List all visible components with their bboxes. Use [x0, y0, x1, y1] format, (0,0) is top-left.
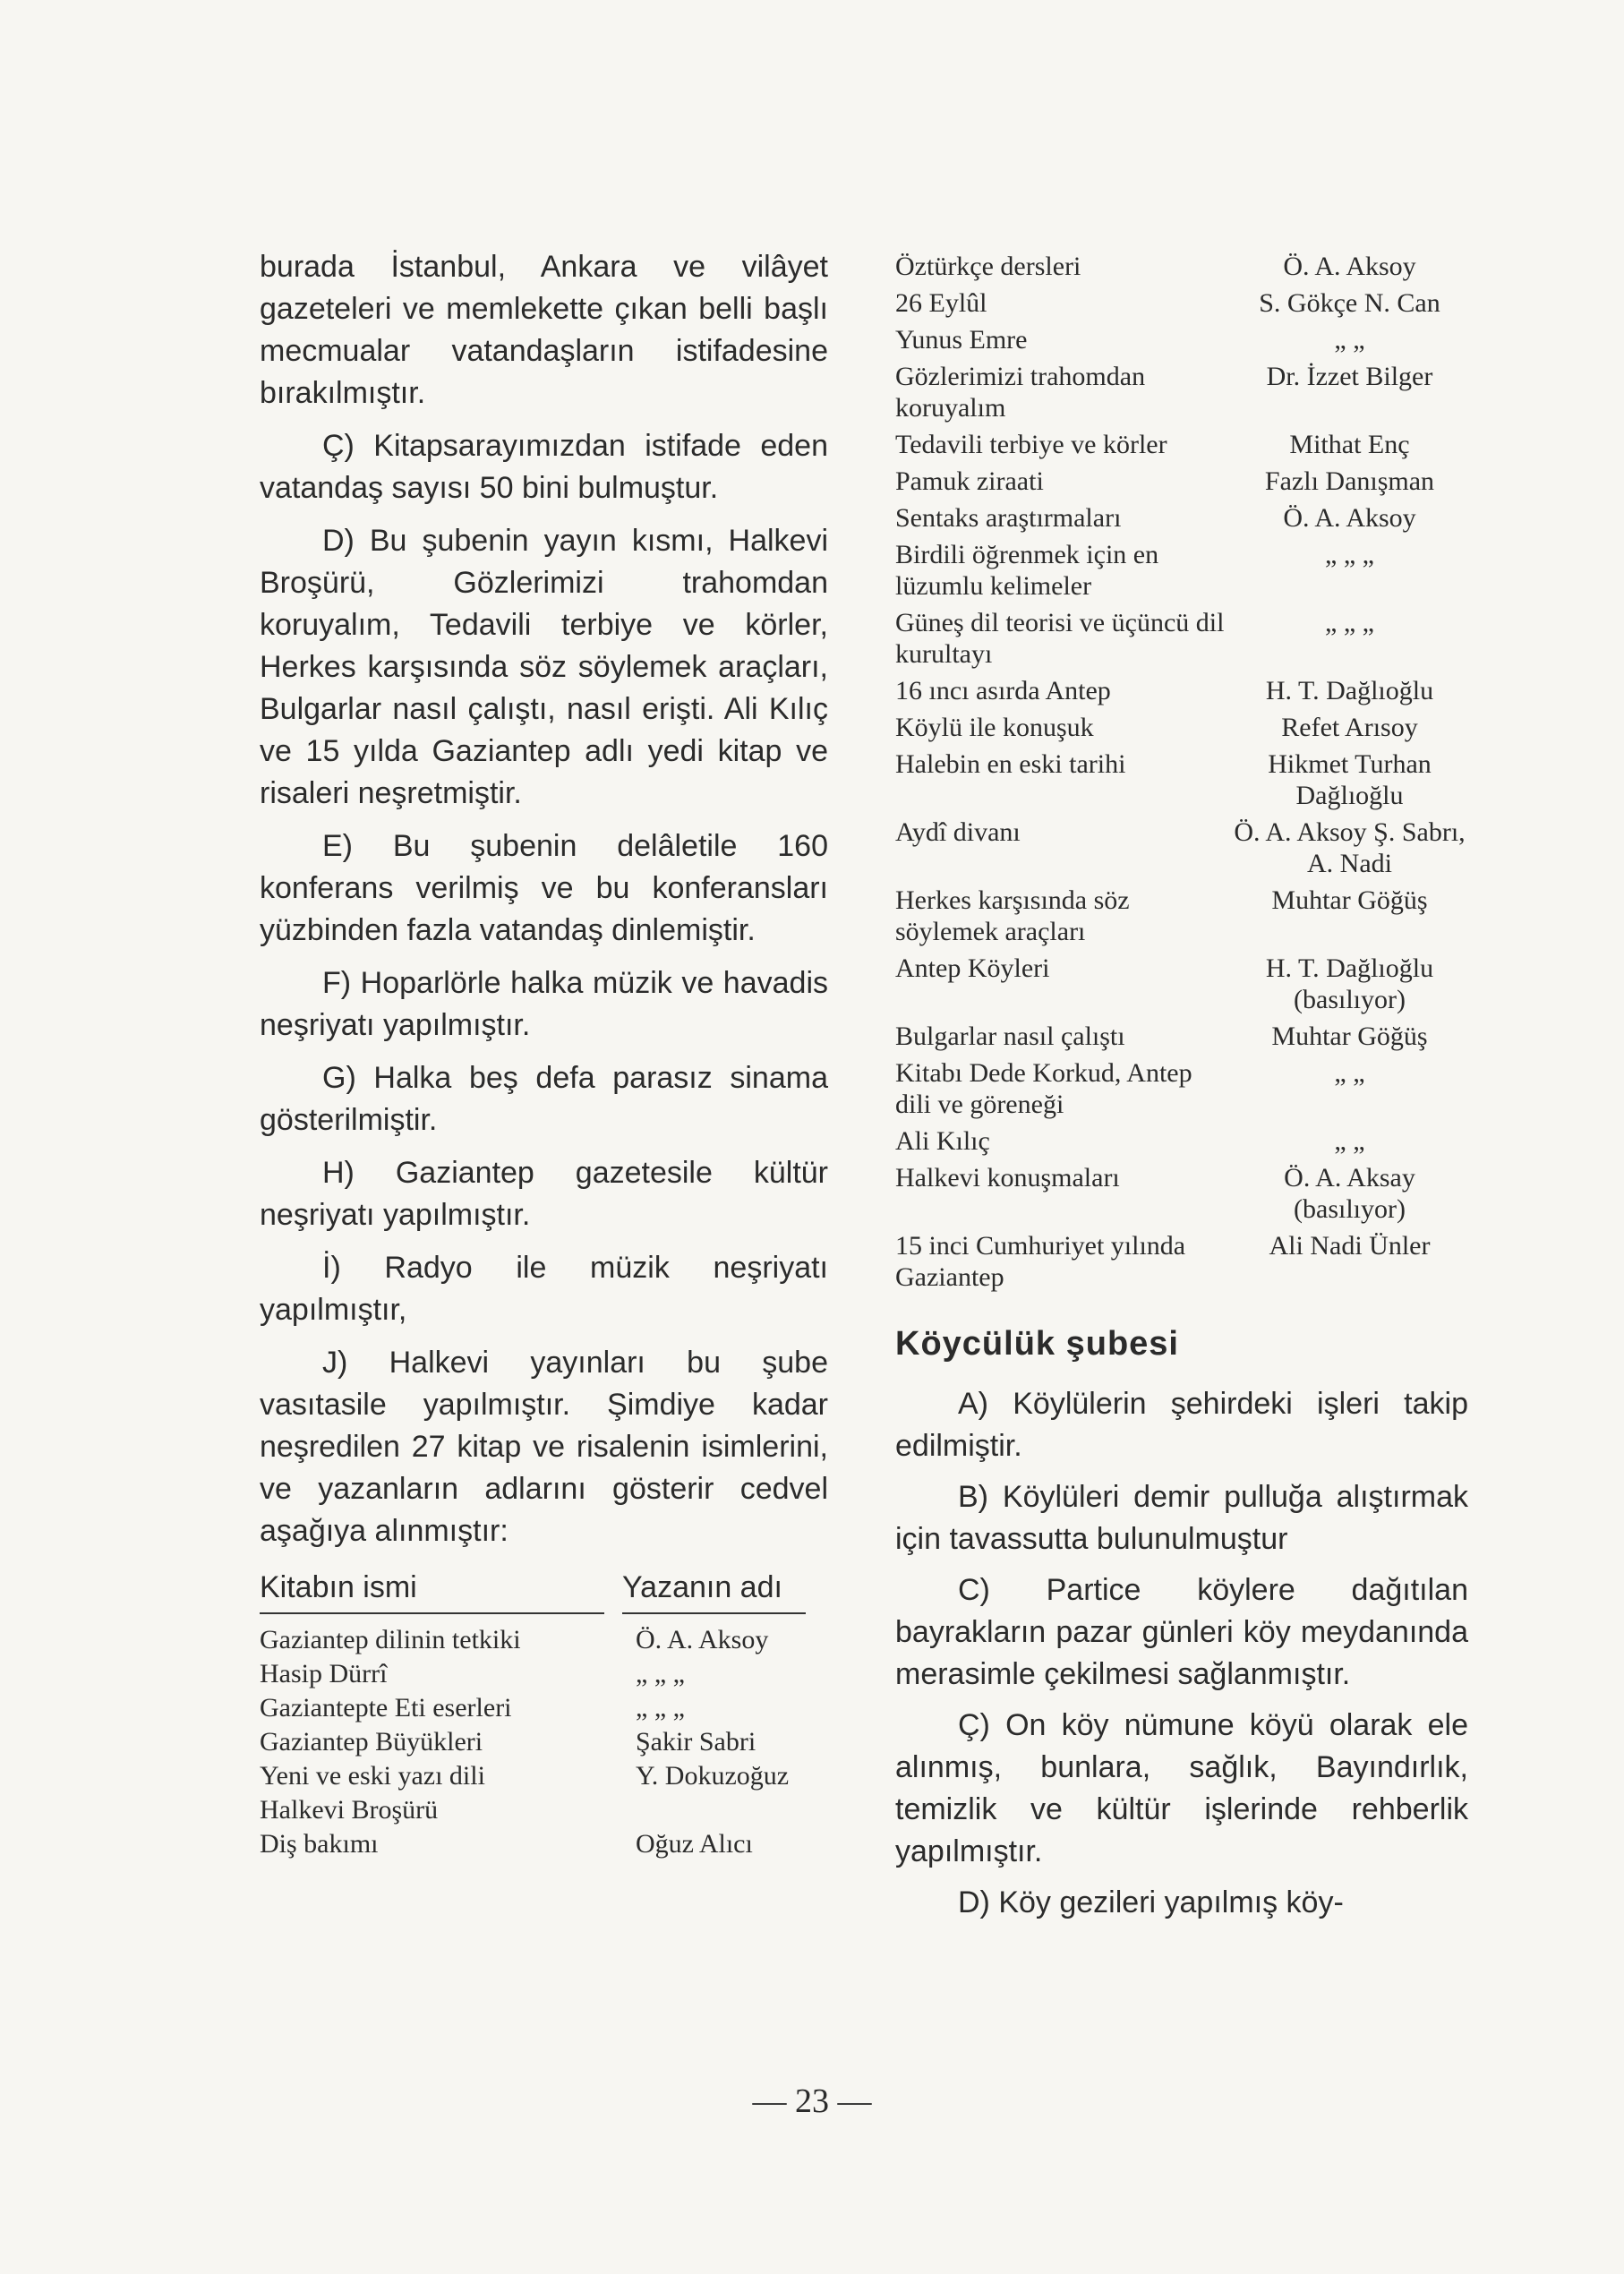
book-author: Ö. A. Aksoy — [636, 1625, 769, 1654]
paragraph: Ç) Kitapsarayımızdan istifade eden vatandaş sayısı 50 bini bulmuştur. — [260, 429, 828, 505]
book-author: „ „ — [1334, 325, 1365, 355]
table-row — [895, 675, 1468, 706]
book-title: Diş bakımı — [260, 1829, 379, 1859]
table-row — [895, 1057, 1468, 1120]
book-author: Mithat Enç — [1289, 430, 1410, 459]
table-row — [895, 1162, 1468, 1225]
book-title: Tedavili terbiye ve körler — [895, 430, 1167, 459]
book-author: Ö. A. Aksoy — [1283, 503, 1416, 533]
book-title: Halkevi Broşürü — [260, 1795, 439, 1825]
book-author: Hikmet Turhan Dağlıoğlu — [1268, 749, 1432, 810]
book-author: „ „ „ — [636, 1659, 685, 1688]
book-title: Gaziantep Büyükleri — [260, 1727, 483, 1757]
left-column — [260, 246, 828, 1861]
book-table — [260, 1623, 815, 1861]
book-author: „ „ „ — [1325, 608, 1374, 637]
book-title: Antep Köyleri — [895, 953, 1050, 983]
table-row — [260, 1725, 815, 1759]
table-row — [895, 1021, 1468, 1052]
paragraph: İ) Radyo ile müzik neşriyatı yapılmıştır, — [260, 1251, 828, 1327]
paragraph: C) Partice köylere dağıtılan bayrakların pazar günleri köy meydanında merasimle çekilmesi sağlanmıştır. — [895, 1573, 1468, 1691]
table-row — [260, 1827, 815, 1861]
book-author: Y. Dokuzoğuz — [636, 1761, 790, 1791]
right-column — [895, 251, 1468, 1933]
book-title: Öztürkçe dersleri — [895, 252, 1081, 281]
table-row — [260, 1691, 815, 1725]
table-row — [895, 466, 1468, 497]
table-row — [895, 885, 1468, 947]
book-author: Muhtar Göğüş — [1271, 1022, 1428, 1051]
book-title: Gaziantep dilinin tetkiki — [260, 1625, 521, 1654]
column-header-author: Yazanın adı — [622, 1570, 806, 1614]
paragraph: F) Hoparlörle halka müzik ve havadis neşriyatı yapılmıştır. — [260, 966, 828, 1042]
paragraph: Ç) On köy nümune köyü olarak ele alınmış, bunlara, sağlık, Bayındırlık, temizlik ve kültür işlerinde rehberlik yapılmıştır. — [895, 1708, 1468, 1868]
book-author: S. Gökçe N. Can — [1259, 288, 1440, 318]
book-table-header — [260, 1570, 806, 1614]
table-row — [895, 953, 1468, 1015]
book-author: Ali Nadi Ünler — [1269, 1231, 1431, 1261]
book-title: Köylü ile konuşuk — [895, 713, 1094, 742]
book-author: „ „ — [1334, 1126, 1365, 1156]
table-row — [260, 1793, 815, 1827]
book-title: 16 ıncı asırda Antep — [895, 676, 1111, 705]
page-number: — 23 — — [752, 2082, 872, 2120]
book-title: Herkes karşısında söz söylemek araçları — [895, 885, 1130, 946]
book-title: Halkevi konuşmaları — [895, 1163, 1120, 1193]
table-row — [895, 1230, 1468, 1293]
book-author: „ „ — [1334, 1058, 1365, 1088]
paragraph: D) Bu şubenin yayın kısmı, Halkevi Broşürü, Gözlerimizi trahomdan koruyalım, Tedavili terbiye ve körler, Herkes karşısında söz söylemek araçları, Bulgarlar nasıl çalıştı, nasıl erişti. Ali Kılıç ve 15 yılda Gaziantep adlı yedi kitap ve risaleri neşretmiştir. — [260, 524, 828, 810]
section-heading: Köycülük şubesi — [895, 1325, 1179, 1363]
paragraph: H) Gaziantep gazetesile kültür neşriyatı yapılmıştır. — [260, 1156, 828, 1232]
paragraph: J) Halkevi yayınları bu şube vasıtasile yapılmıştır. Şimdiye kadar neşredilen 27 kitap ve risalenin isimlerini, ve yazanların adlarını gösterir cedvel aşağıya alınmıştır: — [260, 1346, 828, 1548]
table-row — [895, 816, 1468, 879]
table-row — [260, 1623, 815, 1657]
book-title: Güneş dil teorisi ve üçüncü dil kurultayı — [895, 608, 1225, 669]
book-title: Gaziantepte Eti eserleri — [260, 1693, 512, 1723]
table-row — [895, 748, 1468, 811]
book-author: Ö. A. Aksoy — [1283, 252, 1416, 281]
book-author: Fazlı Danışman — [1264, 466, 1435, 496]
book-title: Yeni ve eski yazı dili — [260, 1761, 485, 1791]
paragraph: burada İstanbul, Ankara ve vilâyet gazeteleri ve memlekette çıkan belli başlı mecmualar vatandaşların istifadesine bırakılmıştır. — [260, 250, 828, 410]
book-title: Ali Kılıç — [895, 1126, 990, 1156]
book-title: Halebin en eski tarihi — [895, 749, 1126, 779]
table-row — [895, 429, 1468, 460]
book-title: Bulgarlar nasıl çalıştı — [895, 1022, 1125, 1051]
paragraph: A) Köylülerin şehirdeki işleri takip edilmiştir. — [895, 1387, 1468, 1463]
book-title: Kitabı Dede Korkud, Antep dili ve göreneği — [895, 1058, 1192, 1119]
paragraph: G) Halka beş defa parasız sinama gösterilmiştir. — [260, 1061, 828, 1137]
book-title: Hasip Dürrî — [260, 1659, 388, 1688]
table-row — [895, 607, 1468, 670]
column-header-book: Kitabın ismi — [260, 1570, 604, 1614]
book-title: Yunus Emre — [895, 325, 1028, 355]
book-table-continued — [895, 251, 1468, 1293]
table-row — [895, 539, 1468, 602]
paragraph: D) Köy gezileri yapılmış köy- — [958, 1885, 1344, 1919]
book-author: Şakir Sabri — [636, 1727, 756, 1757]
book-title: Gözlerimizi trahomdan koruyalım — [895, 362, 1146, 423]
book-author: Muhtar Göğüş — [1271, 885, 1428, 915]
table-row — [895, 251, 1468, 282]
book-author: Ö. A. Aksoy Ş. Sabrı, A. Nadi — [1234, 817, 1466, 878]
book-author: H. T. Dağlıoğlu — [1265, 676, 1434, 705]
book-author: Ö. A. Aksay (basılıyor) — [1284, 1163, 1415, 1224]
paragraph: E) Bu şubenin delâletile 160 konferans verilmiş ve bu konferansları yüzbinden fazla vatandaş dinlemiştir. — [260, 829, 828, 947]
table-row — [895, 502, 1468, 534]
table-row — [260, 1657, 815, 1691]
book-author: „ „ „ — [636, 1693, 685, 1723]
book-author: H. T. Dağlıoğlu (basılıyor) — [1265, 953, 1434, 1014]
book-author: Dr. İzzet Bilger — [1266, 362, 1433, 391]
book-title: Pamuk ziraati — [895, 466, 1044, 496]
paragraph: B) Köylüleri demir pulluğa alıştırmak için tavassutta bulunulmuştur — [895, 1480, 1468, 1556]
table-row — [895, 324, 1468, 355]
table-row — [895, 287, 1468, 319]
table-row — [895, 361, 1468, 423]
book-title: Sentaks araştırmaları — [895, 503, 1122, 533]
book-author: „ „ „ — [1325, 540, 1374, 569]
book-author: Refet Arısoy — [1281, 713, 1418, 742]
table-row — [895, 712, 1468, 743]
book-title: Birdili öğrenmek için en lüzumlu kelimeler — [895, 540, 1159, 601]
book-author — [636, 1793, 815, 1827]
table-row — [260, 1759, 815, 1793]
book-title: 15 inci Cumhuriyet yılında Gaziantep — [895, 1231, 1186, 1292]
book-title: Aydî divanı — [895, 817, 1021, 847]
book-title: 26 Eylûl — [895, 288, 987, 318]
table-row — [895, 1125, 1468, 1157]
book-author: Oğuz Alıcı — [636, 1829, 753, 1859]
